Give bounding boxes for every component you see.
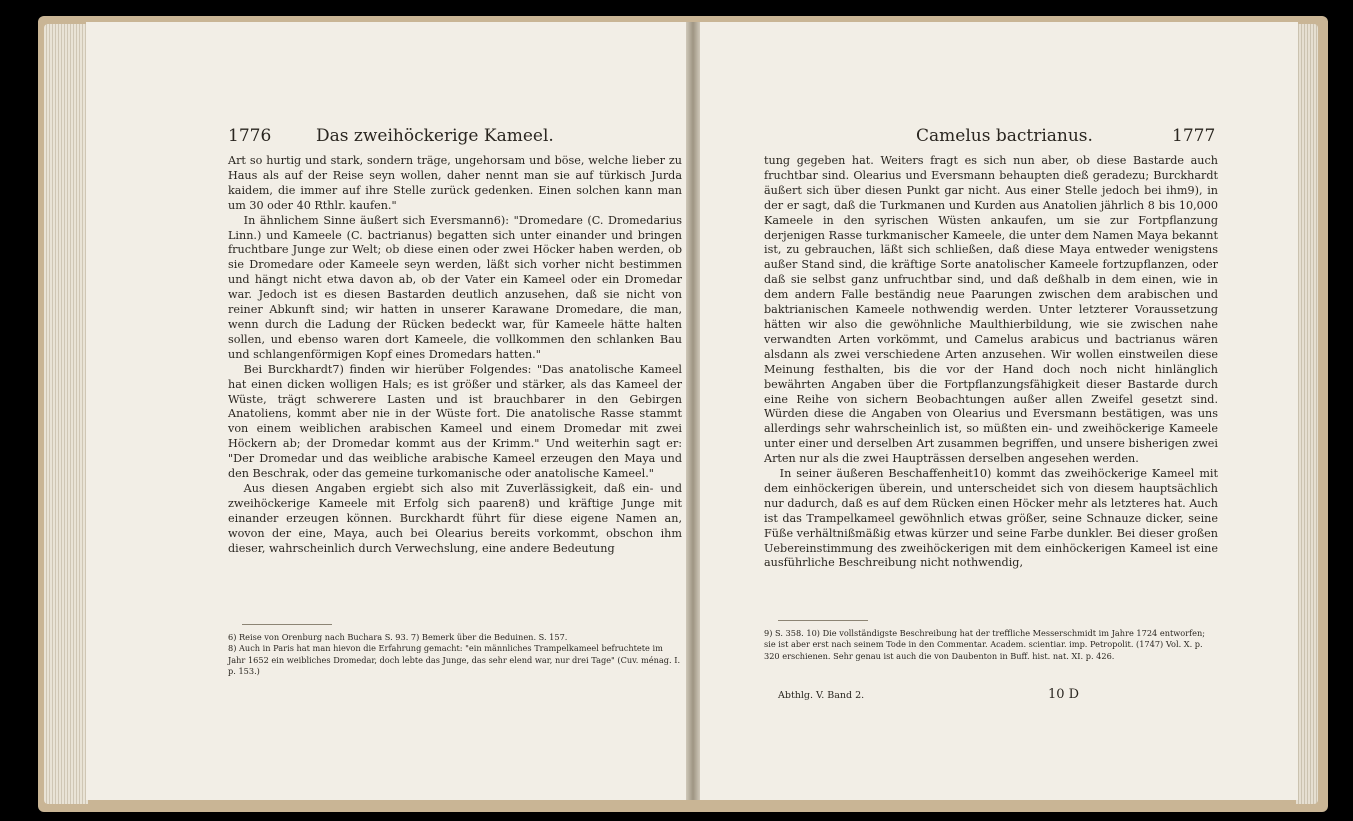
book-gutter (686, 22, 700, 800)
right-page (694, 22, 1298, 800)
page-edges-right (1296, 24, 1318, 804)
running-title: Das zweihöckerige Kameel. (316, 126, 554, 146)
paragraph: In ähnlichem Sinne äußert sich Eversmann6): "Dromedare (C. Dromedarius Linn.) und Kameele (C. bactrianus) begatten sich unter einander und bringen fruchtbare Junge zur Welt; ob diese einen oder zwei Höcker haben werden, ob sie Dromedare oder Kameele seyn werden, läßt sich vorher nicht bestimmen und hängt nicht etwa davon ab, ob der Vater ein Kameel oder ein Dromedar war. Jedoch ist es diesen Bastarden deutlich anzusehen, daß sie nicht von reiner Abkunft sind; wir hatten in unserer Karawane Dromedare, die man, wenn durch die Ladung der Rücken bedeckt war, für Kameele hätte halten sollen, und ebenso waren dort Kameele, die vollkommen den schlanken Bau und schlangenförmigen Kopf eines Dromedars hatten." (228, 213, 682, 361)
footnote: 9) S. 358. 10) Die vollständigste Beschreibung hat der treffliche Messerschmidt im Jahre 1724 entworfen; sie ist aber erst nach seinem Tode in den Commentar. Academ. scientiar. imp. Petropolit. (1747) Vol. X. p. 320 erschienen. Sehr genau ist auch die von Daubenton in Buff. hist. nat. XI. p. 426. (764, 628, 1206, 661)
footnotes (764, 628, 1218, 662)
paragraph: Bei Burckhardt7) finden wir hierüber Folgendes: "Das anatolische Kameel hat einen dicken wolligen Hals; es ist größer und stärker, als das Kameel der Wüste, trägt schwerere Lasten und ist brauchbarer in den Gebirgen Anatoliens, kommt aber nie in der Wüste fort. Die anatolische Rasse stammt von einem weiblichen arabischen Kameel und einem Dromedar mit zwei Höckern ab; der Dromedar kommt aus der Krimm." Und weiterhin sagt er: "Der Dromedar und das weibliche arabische Kameel erzeugen den Maya und den Beschrak, oder das gemeine turkomanische oder anatolische Kameel." (228, 362, 682, 481)
page-number: 1777 (1172, 126, 1216, 146)
signature: Abthlg. V. Band 2. (778, 690, 865, 701)
body-text (764, 154, 1218, 571)
signature-mark: 10 D (1048, 687, 1080, 702)
paragraph: Art so hurtig und stark, sondern träge, ungehorsam und böse, welche lieber zu Haus als auf der Reise seyn wollen, daher nennt man sie auf türkisch Jurda kaidem, die immer auf ihre Stelle zurück gedenken. Einen solchen kann man um 30 oder 40 Rthlr. kaufen." (228, 154, 682, 212)
footnote-rule (242, 624, 332, 625)
page-number: 1776 (228, 126, 272, 146)
footnote-rule (778, 620, 868, 621)
running-title: Camelus bactrianus. (916, 126, 1093, 146)
footnotes (228, 632, 682, 677)
page-edges-left (44, 24, 88, 804)
paragraph: In seiner äußeren Beschaffenheit10) kommt das zweihöckerige Kameel mit dem einhöckerigen überein, und unterscheidet sich von diesem hauptsächlich nur dadurch, daß es auf dem Rücken einen Höcker mehr als letzteres hat. Auch ist das Trampelkameel gewöhnlich etwas größer, seine Schnauze dicker, seine Füße verhältnißmäßig etwas kürzer und seine Farbe dunkler. Bei dieser großen Uebereinstimmung des zweihöckerigen mit dem einhöckerigen Kameel ist eine ausführliche Beschreibung nicht nothwendig, (764, 467, 1218, 570)
left-page (86, 22, 690, 800)
paragraph: Aus diesen Angaben ergiebt sich also mit Zuverlässigkeit, daß ein- und zweihöckerige Kameele mit Erfolg sich paaren8) und kräftige Junge mit einander erzeugen können. Burckhardt führt für diese eigene Namen an, wovon der eine, Maya, auch bei Olearius bereits vorkommt, obschon ihm dieser, wahrscheinlich durch Verwechslung, eine andere Bedeutung (228, 481, 682, 555)
paragraph: tung gegeben hat. Weiters fragt es sich nun aber, ob diese Bastarde auch fruchtbar sind. Olearius und Eversmann behaupten dieß geradezu; Burckhardt äußert sich über diesen Punkt gar nicht. Aus einer Stelle jedoch bei ihm9), in der er sagt, daß die Turkmanen und Kurden aus Anatolien jährlich 8 bis 10,000 Kameele in den syrischen Wüsten ankaufen, um sie zur Fortpflanzung derjenigen Rasse turkmanischer Kameele, die unter dem Namen Maya bekannt ist, zu gebrauchen, läßt sich schließen, daß diese Maya entweder wenigstens außer Stand sind, die kräftige Sorte anatolischer Kameele fortzupflanzen, oder daß sie selbst ganz unfruchtbar sind, und daß deßhalb in dem einen, wie in dem andern Falle beständig neue Paarungen zwischen dem arabischen und baktrianischen Kameele nothwendig werden. Unter letzterer Voraussetzung hätten wir also die gewöhnliche Maulthierbildung, wie sie zwischen nahe verwandten Arten vorkömmt, und Camelus arabicus und bactrianus wären alsdann als zwei verschiedene Arten anzusehen. Wir wollen einstweilen diese Meinung festhalten, bis die vor der Hand doch noch nicht hinlänglich bewährten Angaben über die Fortpflanzungsfähigkeit dieser Bastarde durch eine Reihe von sichern Beobachtungen außer allen Zweifel gesetzt sind. Würden diese die Angaben von Olearius und Eversmann bestätigen, was uns allerdings sehr wahrscheinlich ist, so müßten ein- und zweihöckerige Kameele unter einer und derselben Art zusammen begriffen, und unsere bisherigen zwei Arten nur als die zwei Haupträssen derselben angesehen werden. (764, 154, 1218, 466)
body-text (228, 154, 682, 556)
footnote: 6) Reise von Orenburg nach Buchara S. 93. 7) Bemerk über die Beduinen. S. 157. (228, 632, 568, 642)
footnote: 8) Auch in Paris hat man hievon die Erfahrung gemacht: "ein männliches Trampelkameel befruchtete im Jahr 1652 ein weibliches Dromedar, doch lebte das Junge, das sehr elend war, nur drei Tage" (Cuv. ménag. I. p. 153.) (228, 643, 681, 676)
